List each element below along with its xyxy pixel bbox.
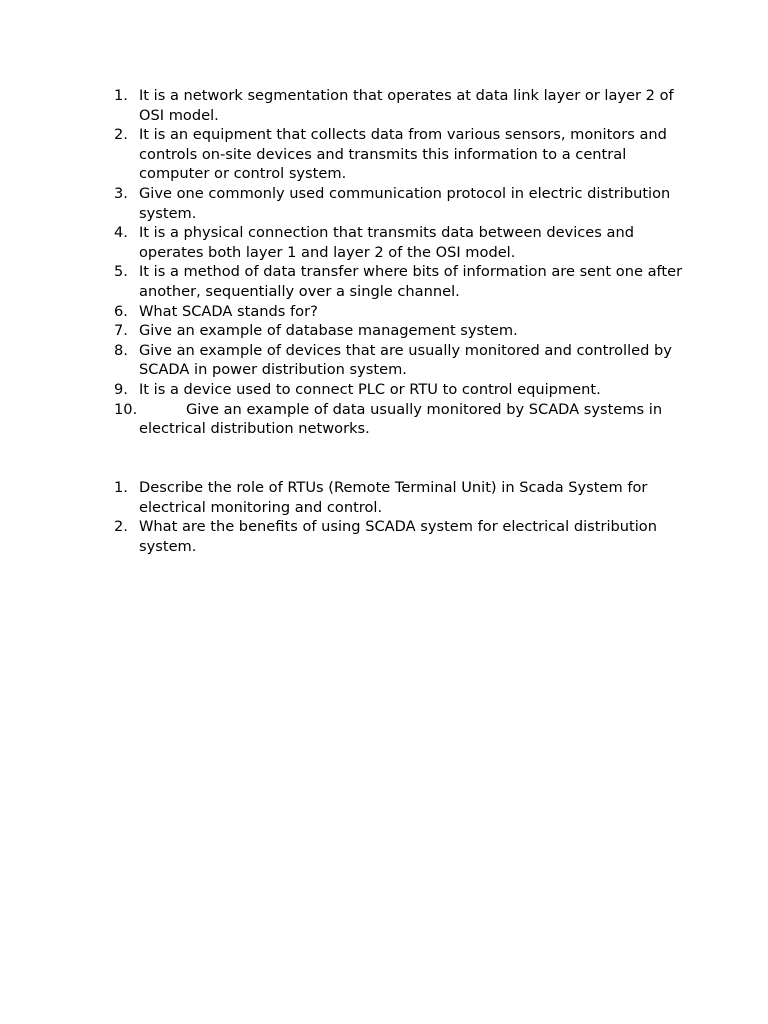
list-item (114, 302, 686, 322)
item-text: Give an example of devices that are usually monitored and controlled by SCADA in power distribution system. (139, 341, 672, 379)
item-number: 8. (114, 341, 128, 359)
item-number: 3. (114, 184, 128, 202)
item-text: Give an example of data usually monitored by SCADA systems in electrical distribution networks. (139, 400, 663, 438)
question-list-part-1 (114, 86, 686, 439)
item-text: What are the benefits of using SCADA system for electrical distribution system. (139, 518, 657, 555)
list-item (114, 184, 686, 223)
item-number: 9. (114, 380, 128, 398)
question-list-part-2 (114, 478, 686, 556)
item-number: 1. (114, 479, 128, 496)
item-number: 7. (114, 322, 128, 340)
item-text: It is an equipment that collects data from various sensors, monitors and controls on-site devices and transmits this information to a central computer or control system. (139, 126, 667, 183)
list-item (114, 478, 686, 517)
item-number: 2. (114, 126, 128, 144)
item-number: 5. (114, 263, 128, 281)
list-item (114, 341, 686, 380)
item-number: 6. (114, 302, 128, 320)
list-item (114, 86, 686, 125)
item-number: 10. (114, 400, 138, 418)
item-number: 1. (114, 87, 128, 104)
list-item (114, 223, 686, 262)
item-text: It is a physical connection that transmits data between devices and operates both layer 1 and layer 2 of the OSI model. (139, 224, 634, 261)
item-text: It is a method of data transfer where bits of information are sent one after another, sequentially over a single channel. (139, 263, 683, 300)
list-item (114, 517, 686, 556)
item-text: It is a network segmentation that operates at data link layer or layer 2 of OSI model. (139, 87, 674, 124)
item-text: What SCADA stands for? (139, 302, 318, 320)
item-text: Give an example of database management system. (139, 322, 518, 340)
item-text: Describe the role of RTUs (Remote Terminal Unit) in Scada System for electrical monitoring and control. (139, 479, 648, 516)
item-number: 4. (114, 224, 128, 242)
list-item (114, 262, 686, 301)
list-item (114, 380, 686, 400)
list-item (114, 125, 686, 184)
list-item (114, 321, 686, 341)
item-number: 2. (114, 518, 128, 536)
item-text: Give one commonly used communication protocol in electric distribution system. (139, 184, 671, 222)
list-item (114, 400, 686, 439)
item-text: It is a device used to connect PLC or RTU to control equipment. (139, 380, 601, 398)
